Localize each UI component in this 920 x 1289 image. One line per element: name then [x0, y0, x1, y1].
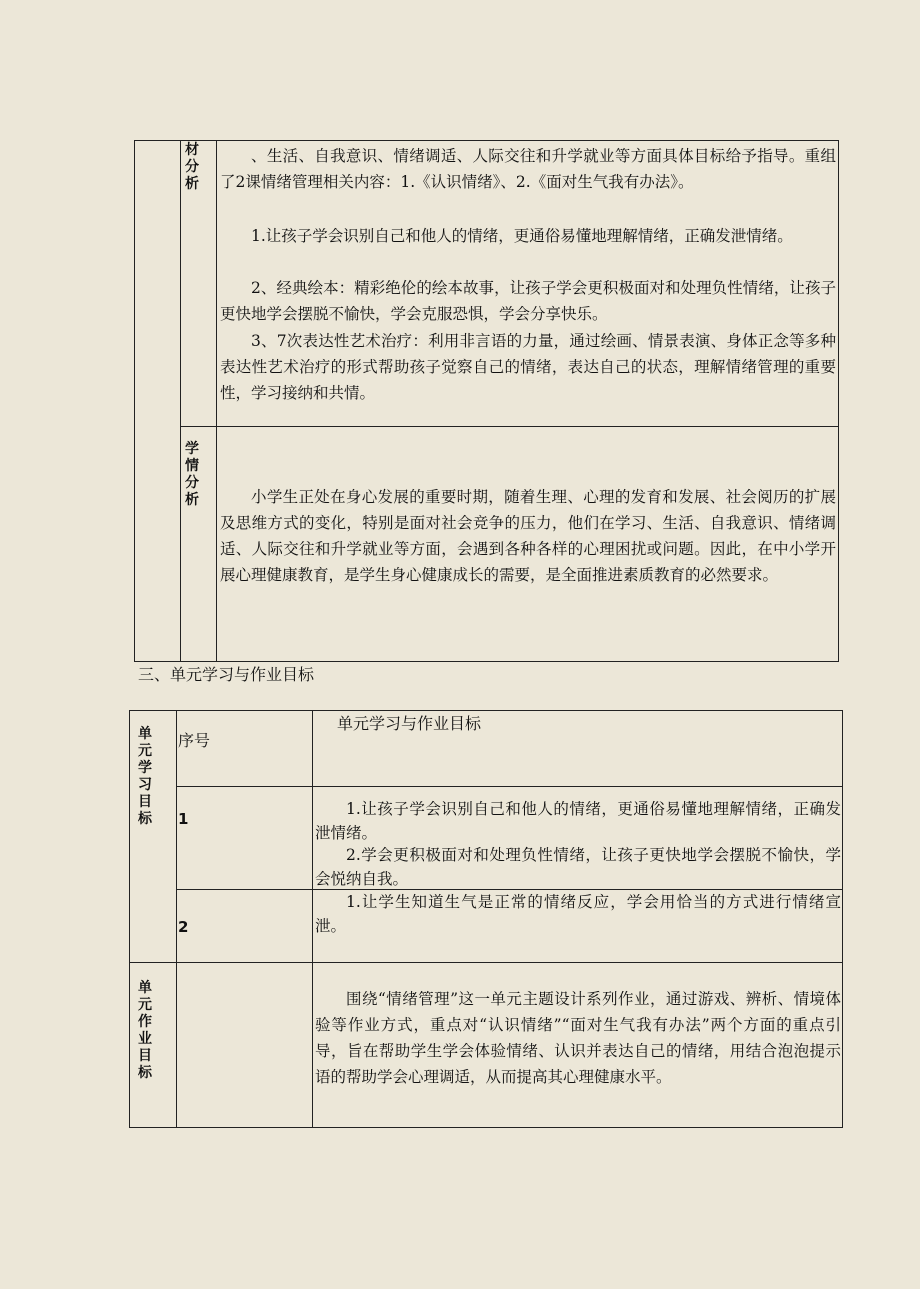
table-divider	[176, 786, 843, 787]
textbook-analysis-label: 材分析	[185, 142, 199, 192]
table-divider	[129, 962, 843, 963]
goal-line: 1.让学生知道生气是正常的情绪反应，学会用恰当的方式进行情绪宣泄。	[315, 893, 841, 935]
row-index: 2	[178, 918, 189, 936]
table-border	[129, 1127, 843, 1128]
textbook-analysis-paragraph: 2、经典绘本：精彩绝伦的绘本故事，让孩子学会更积极面对和处理负性情绪，让孩子更快地学会摆脱不愉快，学会克服恐惧，学会分享快乐。	[220, 279, 836, 323]
table-divider	[176, 710, 177, 1128]
textbook-analysis-paragraph: 3、7次表达性艺术治疗：利用非言语的力量，通过绘画、情景表演、身体正念等多种表达性艺术治疗的形式帮助孩子觉察自己的情绪，表达自己的状态，理解情绪管理的重要性，学习接纳和共情。	[220, 332, 836, 402]
column-header-goal: 单元学习与作业目标	[337, 714, 482, 733]
table-border	[129, 710, 130, 1128]
textbook-analysis-paragraph: 1.让孩子学会识别自己和他人的情绪，更通俗易懂地理解情绪，正确发泄情绪。	[251, 227, 793, 245]
column-header-index: 序号	[178, 731, 211, 750]
unit-homework-goals-label: 单元作业目标	[138, 980, 152, 1081]
textbook-analysis-paragraph: 、生活、自我意识、情绪调适、人际交往和升学就业等方面具体目标给予指导。重组了2课情绪管理相关内容：1.《认识情绪》、2.《面对生气我有办法》。	[220, 147, 836, 191]
goal-line: 2.学会更积极面对和处理负性情绪，让孩子更快地学会摆脱不愉快，学会悦纳自我。	[315, 846, 841, 888]
table-divider	[180, 426, 839, 427]
student-analysis-paragraph: 小学生正处在身心发展的重要时期，随着生理、心理的发育和发展、社会阅历的扩展及思维方式的变化，特别是面对社会竞争的压力，他们在学习、生活、自我意识、情绪调适、人际交往和升学就业等方面，会遇到各种各样的心理困扰或问题。因此，在中小学开展心理健康教育，是学生身心健康成长的需要，是全面推进素质教育的必然要求。	[220, 488, 836, 584]
row-index: 1	[178, 810, 189, 828]
table-border	[134, 140, 135, 662]
table-border	[134, 661, 839, 662]
student-analysis-label: 学情分析	[185, 441, 199, 508]
goal-line: 1.让孩子学会识别自己和他人的情绪，更通俗易懂地理解情绪，正确发泄情绪。	[315, 800, 841, 842]
table-border	[134, 140, 839, 141]
table-divider	[312, 710, 313, 1128]
table-border	[838, 140, 839, 662]
unit-learning-goals-label: 单元学习目标	[138, 726, 152, 827]
table-divider	[216, 140, 217, 662]
homework-goal-paragraph: 围绕“情绪管理”这一单元主题设计系列作业，通过游戏、辨析、情境体验等作业方式，重点对“认识情绪”“面对生气我有办法”两个方面的重点引导，旨在帮助学生学会体验情绪、认识并表达自己的情绪，用结合泡泡提示语的帮助学会心理调适，从而提高其心理健康水平。	[315, 990, 841, 1086]
table-border	[842, 710, 843, 1128]
table-divider	[180, 140, 181, 662]
section-heading: 三、单元学习与作业目标	[138, 665, 315, 684]
table-border	[129, 710, 843, 711]
